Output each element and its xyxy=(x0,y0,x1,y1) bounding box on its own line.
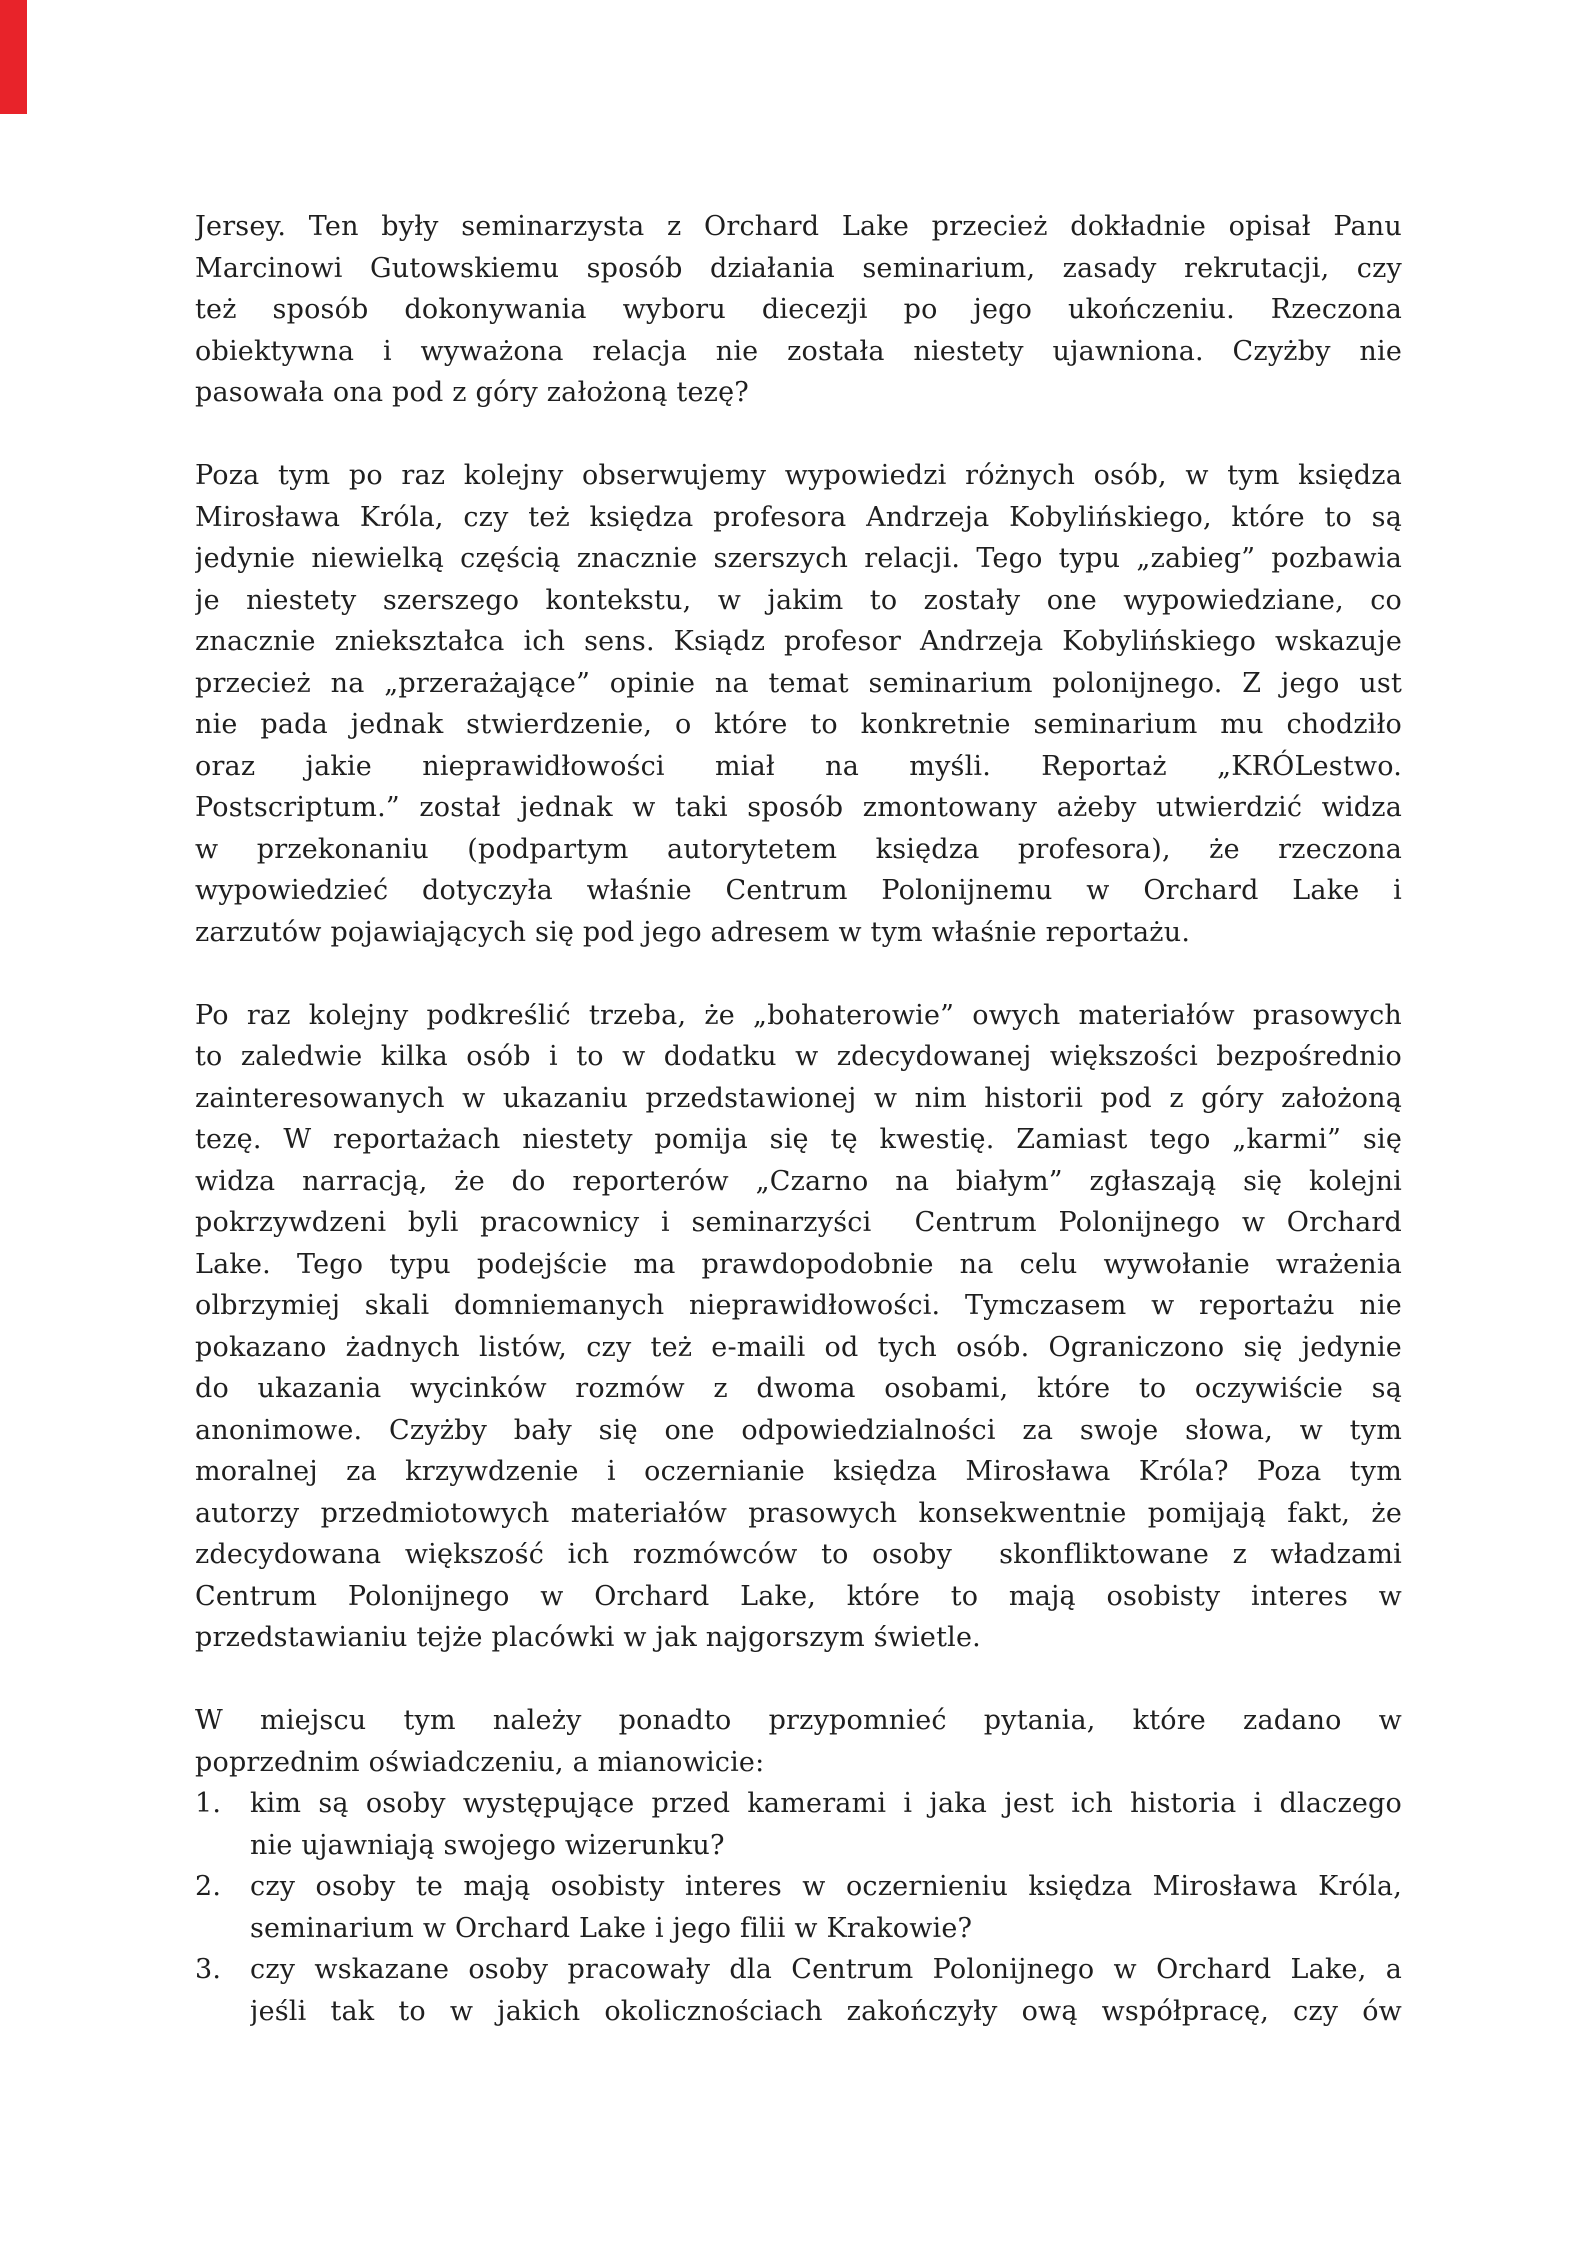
text-line: Marcinowi Gutowskiemu sposób działania seminarium, zasady rekrutacji, czy xyxy=(195,252,1402,284)
text-line: to zaledwie kilka osób i to w dodatku w zdecydowanej większości bezpośrednio xyxy=(195,1041,1402,1072)
text-line: Mirosława Króla, czy też księdza profesora Andrzeja Kobylińskiego, które to są xyxy=(195,501,1402,533)
text-line: zainteresowanych w ukazaniu przedstawionej w nim historii pod z góry założoną xyxy=(195,1082,1402,1114)
text-line: czy osoby te mają osobisty interes w oczernieniu księdza Mirosława Króla, xyxy=(250,1871,1402,1902)
text-line: oraz jakie nieprawidłowości miał na myśli. Reportaż „KRÓLestwo. xyxy=(195,750,1402,782)
paragraph xyxy=(195,995,1402,1659)
text-line: Centrum Polonijnego w Orchard Lake, które to mają osobisty interes w xyxy=(195,1580,1402,1612)
text-column xyxy=(195,206,1402,2032)
text-line: Po raz kolejny podkreślić trzeba, że „bohaterowie” owych materiałów prasowych xyxy=(195,999,1402,1031)
list-item xyxy=(195,1783,1402,1866)
list-item-marker: 3. xyxy=(195,1954,222,1985)
text-line: Jersey. Ten były seminarzysta z Orchard Lake przecież dokładnie opisał Panu xyxy=(195,211,1402,242)
text-line: seminarium w Orchard Lake i jego filii w Krakowie? xyxy=(250,1912,973,1944)
red-edge-marker xyxy=(0,0,27,114)
text-line: zarzutów pojawiających się pod jego adresem w tym właśnie reportażu. xyxy=(195,916,1191,948)
text-line: pasowała ona pod z góry założoną tezę? xyxy=(195,377,749,408)
ordered-list xyxy=(195,1783,1402,2032)
text-line: W miejscu tym należy ponadto przypomnieć pytania, które zadano w xyxy=(195,1705,1402,1736)
text-line: autorzy przedmiotowych materiałów prasowych konsekwentnie pomijają fakt, że xyxy=(195,1497,1402,1529)
text-line: przecież na „przerażające” opinie na temat seminarium polonijnego. Z jego ust xyxy=(195,667,1402,699)
list-item-marker: 1. xyxy=(195,1788,222,1819)
text-line: nie ujawniają swojego wizerunku? xyxy=(250,1829,725,1861)
text-line: do ukazania wycinków rozmów z dwoma osobami, które to oczywiście są xyxy=(195,1373,1402,1404)
text-line: nie pada jednak stwierdzenie, o które to konkretnie seminarium mu chodziło xyxy=(195,709,1402,740)
text-line: zdecydowana większość ich rozmówców to osoby skonfliktowane z władzami xyxy=(195,1539,1402,1570)
text-line: też sposób dokonywania wyboru diecezji po jego ukończeniu. Rzeczona xyxy=(195,294,1402,325)
text-line: Poza tym po raz kolejny obserwujemy wypowiedzi różnych osób, w tym księdza xyxy=(195,460,1402,491)
text-line: jedynie niewielką częścią znacznie szerszych relacji. Tego typu „zabieg” pozbawia xyxy=(195,543,1402,574)
paragraph xyxy=(195,455,1402,953)
paragraph xyxy=(195,206,1402,414)
text-line: poprzednim oświadczeniu, a mianowicie: xyxy=(195,1746,765,1778)
text-line: Postscriptum.” został jednak w taki sposób zmontowany ażeby utwierdzić widza xyxy=(195,792,1402,823)
text-line: znacznie zniekształca ich sens. Ksiądz profesor Andrzeja Kobylińskiego wskazuje xyxy=(195,626,1402,657)
text-line: olbrzymiej skali domniemanych nieprawidłowości. Tymczasem w reportażu nie xyxy=(195,1290,1402,1321)
text-line: czy wskazane osoby pracowały dla Centrum Polonijnego w Orchard Lake, a xyxy=(250,1954,1402,1985)
text-line: jeśli tak to w jakich okolicznościach zakończyły ową współpracę, czy ów xyxy=(250,1995,1402,2027)
text-line: wypowiedzieć dotyczyła właśnie Centrum Polonijnemu w Orchard Lake i xyxy=(195,875,1402,906)
text-line: pokazano żadnych listów, czy też e-maili od tych osób. Ograniczono się jedynie xyxy=(195,1331,1402,1363)
text-line: w przekonaniu (podpartym autorytetem księdza profesora), że rzeczona xyxy=(195,833,1402,865)
text-line: kim są osoby występujące przed kamerami i jaka jest ich historia i dlaczego xyxy=(250,1788,1402,1819)
text-line: anonimowe. Czyżby bały się one odpowiedzialności za swoje słowa, w tym xyxy=(195,1414,1402,1446)
text-line: Lake. Tego typu podejście ma prawdopodobnie na celu wywołanie wrażenia xyxy=(195,1248,1402,1280)
text-line: moralnej za krzywdzenie i oczernianie księdza Mirosława Króla? Poza tym xyxy=(195,1456,1402,1487)
text-line: je niestety szerszego kontekstu, w jakim to zostały one wypowiedziane, co xyxy=(195,584,1402,616)
text-line: obiektywna i wyważona relacja nie została niestety ujawniona. Czyżby nie xyxy=(195,335,1402,367)
paragraph xyxy=(195,1700,1402,1783)
text-line: widza narracją, że do reporterów „Czarno na białym” zgłaszają się kolejni xyxy=(195,1165,1402,1197)
list-item-marker: 2. xyxy=(195,1871,222,1902)
text-line: tezę. W reportażach niestety pomija się tę kwestię. Zamiast tego „karmi” się xyxy=(195,1124,1402,1155)
list-item xyxy=(195,1866,1402,1949)
text-line: przedstawianiu tejże placówki w jak najgorszym świetle. xyxy=(195,1622,981,1653)
list-item xyxy=(195,1949,1402,2032)
text-line: pokrzywdzeni byli pracownicy i seminarzyści Centrum Polonijnego w Orchard xyxy=(195,1207,1402,1238)
